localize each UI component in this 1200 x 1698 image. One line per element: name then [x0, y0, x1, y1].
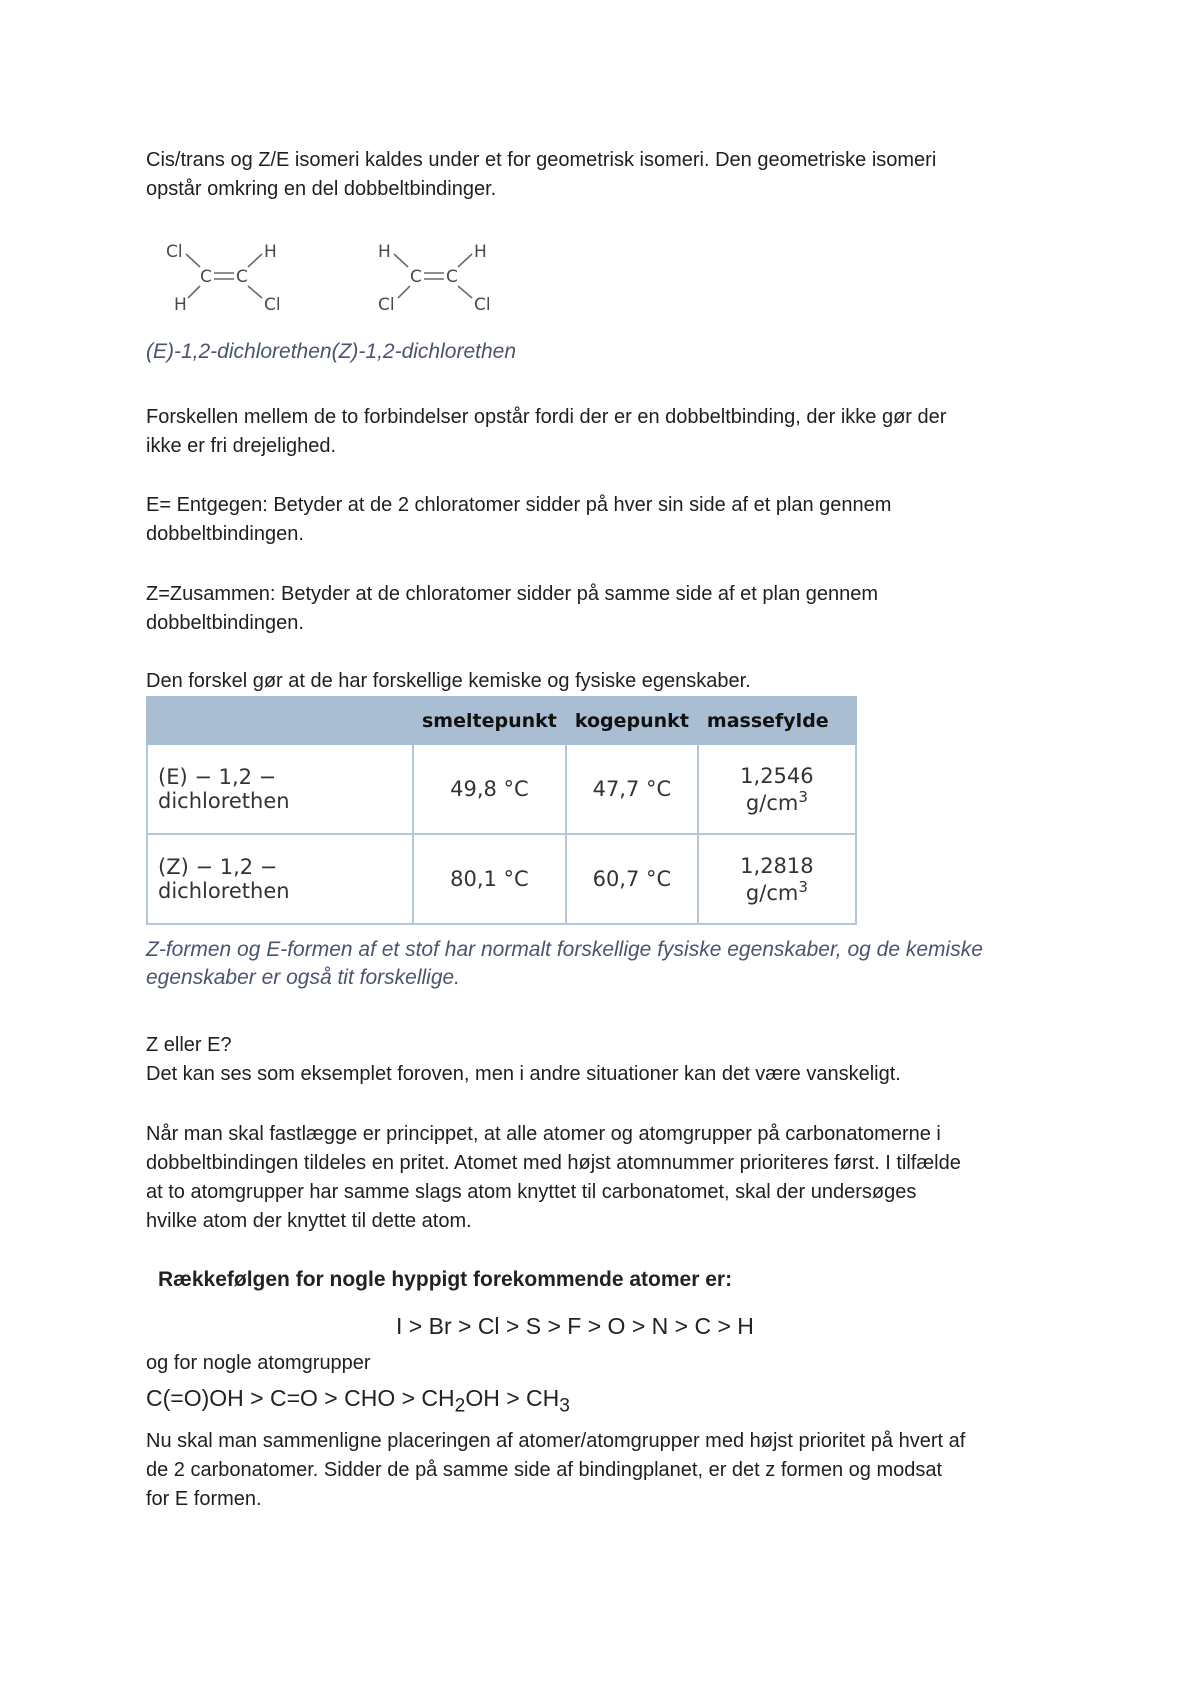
e-definition-line-1: E= Entgegen: Betyder at de 2 chloratomer sidder på hver sin side af et plan gennem	[146, 494, 892, 516]
z-dichlorethen-structure	[378, 240, 508, 320]
z-definition-line-1: Z=Zusammen: Betyder at de chloratomer sidder på samme side af et plan gennem	[146, 583, 879, 605]
atom-c2: C	[236, 267, 248, 287]
priority-line-2: dobbeltbindingen tildeles en pritet. Atomet med højst atomnummer prioriteres først. I tilfælde	[146, 1152, 961, 1174]
e-definition-line-2: dobbeltbindingen.	[146, 523, 304, 545]
intro-line-1: Cis/trans og Z/E isomeri kaldes under et for geometrisk isomeri. Den geometriske isomeri	[146, 149, 937, 171]
order-heading: Rækkefølgen for nogle hyppigt forekommende atomer er:	[158, 1268, 733, 1291]
atom-cl-top-left: Cl	[166, 242, 183, 262]
ze-heading: Z eller E?	[146, 1034, 232, 1056]
priority-line-3: at to atomgrupper har samme slags atom knyttet til carbonatomet, skal der undersøges	[146, 1181, 917, 1203]
e-dichlorethen-structure	[166, 240, 296, 320]
atom-h-top-left: H	[378, 242, 391, 262]
atom-cl-bottom-left: Cl	[378, 295, 395, 315]
atom-c1: C	[410, 267, 422, 287]
difference-line-1: Forskellen mellem de to forbindelser opstår fordi der er en dobbeltbinding, der ikke gør der	[146, 406, 947, 428]
conclusion-line-3: for E formen.	[146, 1488, 262, 1510]
properties-table	[146, 696, 857, 925]
header-melting-point: smeltepunkt	[413, 697, 566, 744]
ze-line-1: Det kan ses som eksemplet foroven, men i andre situationer kan det være vanskeligt.	[146, 1063, 901, 1085]
conclusion-line-2: de 2 carbonatomer. Sidder de på samme side af bindingplanet, er det z formen og modsat	[146, 1459, 943, 1481]
atom-c2: C	[446, 267, 458, 287]
conclusion-line-1: Nu skal man sammenligne placeringen af atomer/atomgrupper med højst prioritet på hvert af	[146, 1430, 966, 1452]
table-header-row	[147, 697, 856, 744]
row-density: 1,2818 $g/cm^3$	[698, 834, 856, 924]
atom-priority-order: I > Br > Cl > S > F > O > N > C > H	[396, 1313, 754, 1339]
row-density: 1,2546 $g/cm^3$	[698, 744, 856, 834]
table-row	[147, 834, 856, 924]
intro-line-2: opstår omkring en del dobbeltbindinger.	[146, 178, 497, 200]
atom-h-bottom-left: H	[174, 295, 187, 315]
difference-line-2: ikke er fri drejelighed.	[146, 435, 337, 457]
row-name: (E) − 1,2 − dichlorethen	[147, 744, 413, 834]
structures-caption: (E)-1,2-dichlorethen(Z)-1,2-dichlorethen	[146, 340, 516, 363]
groups-label: og for nogle atomgrupper	[146, 1352, 371, 1374]
group-priority-order: C(=O)OH > C=O > CHO > $CH_2OH > CH_3$	[146, 1385, 570, 1417]
row-melting: 80,1 °C	[413, 834, 566, 924]
row-name: (Z) − 1,2 − dichlorethen	[147, 834, 413, 924]
atom-c1: C	[200, 267, 212, 287]
priority-line-4: hvilke atom der knyttet til dette atom.	[146, 1210, 472, 1232]
header-density: massefylde	[698, 697, 856, 744]
properties-intro: Den forskel gør at de har forskellige kemiske og fysiske egenskaber.	[146, 670, 751, 692]
row-boiling: 60,7 °C	[566, 834, 698, 924]
atom-h-top-right: H	[474, 242, 487, 262]
row-melting: 49,8 °C	[413, 744, 566, 834]
priority-line-1: Når man skal fastlægge er princippet, at alle atomer og atomgrupper på carbonatomerne i	[146, 1123, 941, 1145]
table-row	[147, 744, 856, 834]
table-caption-line-2: egenskaber er også tit forskellige.	[146, 966, 461, 989]
atom-cl-bottom-right: Cl	[474, 295, 491, 315]
atom-h-top-right: H	[264, 242, 277, 262]
header-empty	[147, 697, 413, 744]
atom-cl-bottom-right: Cl	[264, 295, 281, 315]
table-caption-line-1: Z-formen og E-formen af et stof har normalt forskellige fysiske egenskaber, og de kemiske	[146, 938, 983, 961]
z-definition-line-2: dobbeltbindingen.	[146, 612, 304, 634]
row-boiling: 47,7 °C	[566, 744, 698, 834]
header-boiling-point: kogepunkt	[566, 697, 698, 744]
